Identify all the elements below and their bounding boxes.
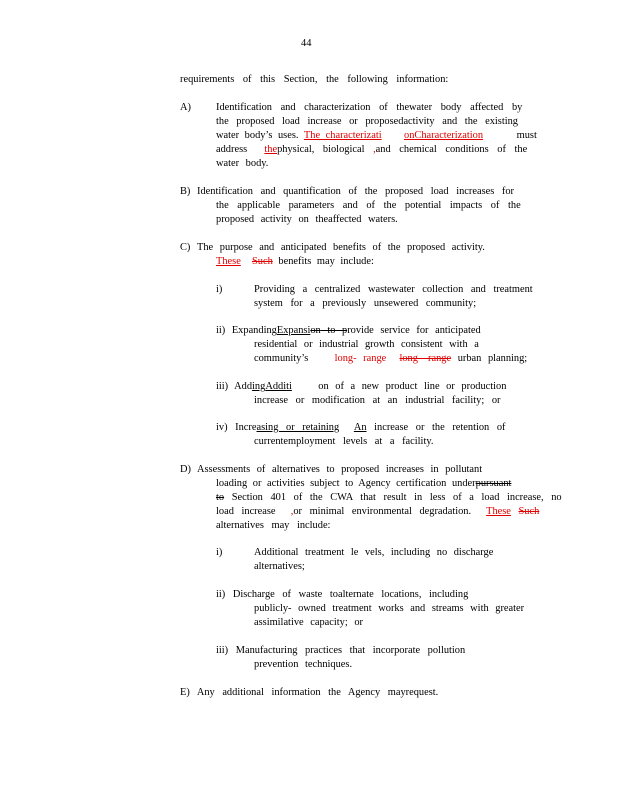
- item-d-line-4: [216, 505, 539, 518]
- inserted-text: Expansi: [276, 325, 311, 336]
- deleted-text: asing or retaining: [256, 422, 340, 433]
- inserted-text: The characterizati: [303, 130, 382, 141]
- text-run: physical, biological: [277, 144, 365, 155]
- item-c-line-2: [216, 255, 374, 268]
- inserted-text: long- range: [334, 353, 387, 364]
- item-d-line-1: Assessments of alternatives to proposed increases in pollutant: [197, 464, 483, 475]
- item-a-line-3: [216, 129, 537, 142]
- item-d-i-line-2: alternatives;: [254, 561, 305, 572]
- deleted-text: ing: [252, 381, 266, 392]
- item-a-marker: A): [180, 102, 191, 113]
- item-b-line-2: the applicable parameters and of the potential impacts of the: [216, 200, 521, 211]
- deleted-text: long- range: [399, 353, 452, 364]
- item-d-line-3: [216, 491, 562, 504]
- text-run: load increase: [216, 506, 276, 517]
- inserted-text: the: [264, 144, 278, 155]
- item-b-line-1: Identification and quantification of the proposed load increases for: [197, 186, 514, 197]
- text-run: community’s: [254, 353, 309, 364]
- text-run: address: [216, 144, 248, 155]
- text-run: Section 401 of the CWA that result in less of a load increase, no: [231, 492, 562, 503]
- text-run: iv) Incre: [216, 422, 257, 433]
- item-d-iii-line-2: prevention techniques.: [254, 659, 353, 670]
- item-e-line-1: E) Any additional information the Agency mayrequest.: [180, 687, 439, 698]
- item-c-ii-line-3: [254, 352, 527, 365]
- text-run: iii) Add: [216, 381, 253, 392]
- item-b-line-3: proposed activity on theaffected waters.: [216, 214, 398, 225]
- item-a-line-5: water body.: [216, 158, 269, 169]
- item-c-i-line-2: system for a previously unsewered community;: [254, 298, 477, 309]
- item-a-line-4: [216, 143, 527, 156]
- item-c-ii-line-2: residential or industrial growth consistent with a: [254, 339, 479, 350]
- item-c-i-line-1: Providing a centralized wastewater collection and treatment: [254, 284, 533, 295]
- item-c-i-marker: i): [216, 284, 223, 295]
- item-d-line-5: alternatives may include:: [216, 520, 331, 531]
- text-run: urban planning;: [457, 353, 528, 364]
- item-b-marker: B): [180, 186, 191, 197]
- page-number: 44: [301, 38, 312, 49]
- inserted-text: ,: [373, 144, 376, 155]
- text-run: ii) Expanding: [216, 325, 277, 336]
- text-run: loading or activities subject to Agency certification under: [216, 478, 476, 489]
- text-run: must: [516, 130, 537, 141]
- item-d-i-line-1: Additional treatment le vels, including no discharge: [254, 547, 494, 558]
- item-d-ii-line-2: publicly- owned treatment works and streams with greater: [254, 603, 525, 614]
- deleted-text: to: [216, 492, 225, 503]
- inserted-text: ,: [290, 506, 294, 517]
- deleted-text: Such: [518, 506, 540, 517]
- item-d-ii-line-3: assimilative capacity; or: [254, 617, 363, 628]
- text-run: rovide service for anticipated: [347, 325, 481, 336]
- item-c-line-1: The purpose and anticipated benefits of the proposed activity.: [197, 242, 485, 253]
- deleted-text: to p: [320, 325, 348, 336]
- item-c-iii-line-2: increase or modification at an industrial facility; or: [254, 395, 501, 406]
- deleted-text: pursuant: [475, 478, 512, 489]
- inserted-text: These: [216, 256, 241, 267]
- item-a-line-1: Identification and characterization of thewater body affected by: [216, 102, 523, 113]
- item-c-iv-line-2: currentemployment levels at a facility.: [254, 436, 434, 447]
- item-c-ii-line-1: [216, 324, 481, 337]
- item-a-line-2: the proposed load increase or proposedactivity and the existing: [216, 116, 518, 127]
- text-run: or minimal environmental degradation.: [293, 506, 472, 517]
- text-run: increase or the retention of: [374, 422, 506, 433]
- item-c-marker: C): [180, 242, 191, 253]
- intro-line: requirements of this Section, the following information:: [180, 74, 449, 85]
- inserted-text: on: [404, 130, 415, 141]
- item-c-iv-line-1: [216, 421, 506, 434]
- inserted-text: An: [353, 422, 367, 433]
- text-run: on of a new product line or production: [318, 381, 507, 392]
- item-d-i-marker: i): [216, 547, 223, 558]
- item-d-iii-line-1: iii) Manufacturing practices that incorporate pollution: [216, 645, 466, 656]
- item-d-ii-line-1: ii) Discharge of waste toalternate locations, including: [216, 589, 469, 600]
- inserted-text: Characterization: [414, 130, 484, 141]
- item-d-line-2: [216, 477, 511, 490]
- text-run: benefits may include:: [278, 256, 374, 267]
- inserted-text: These: [486, 506, 511, 517]
- item-d-marker: D): [180, 464, 191, 475]
- deleted-text: Such: [252, 256, 273, 267]
- inserted-text: Additi: [265, 381, 292, 392]
- text-run: and chemical conditions of the: [375, 144, 528, 155]
- item-c-iii-line-1: [216, 380, 506, 393]
- deleted-text: on: [310, 325, 321, 336]
- text-run: water body’s uses.: [216, 130, 299, 141]
